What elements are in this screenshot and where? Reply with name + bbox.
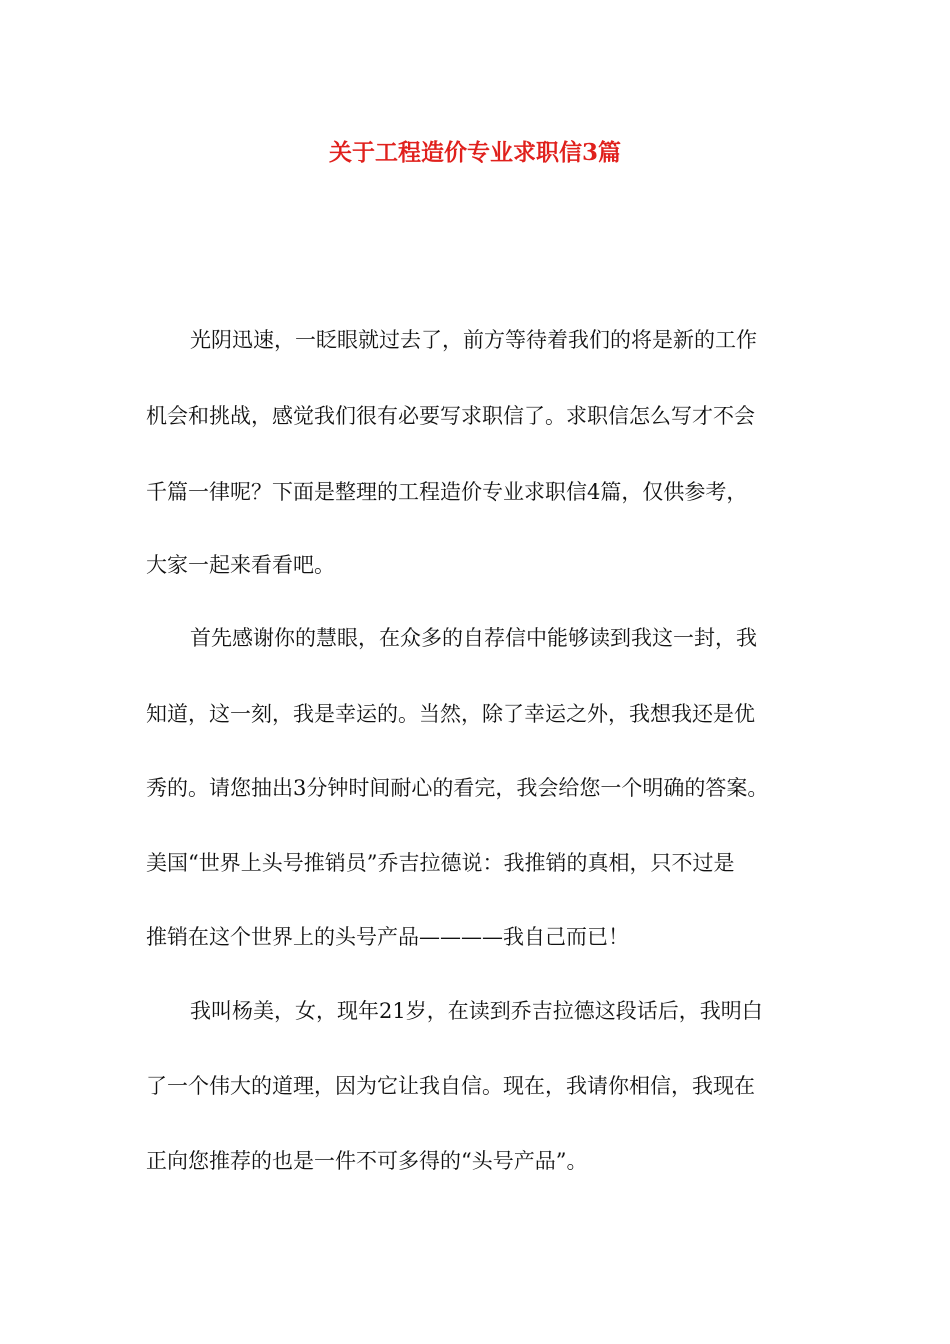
paragraph-2-line-3: 秀的。请您抽出3分钟时间耐心的看完，我会给您一个明确的答案。 — [146, 776, 769, 800]
paragraph-2-line-5: 推销在这个世界上的头号产品————我自己而已！ — [146, 925, 629, 949]
paragraph-3-line-2: 了一个伟大的道理，因为它让我自信。现在，我请你相信，我现在 — [146, 1074, 755, 1098]
document-title: 关于工程造价专业求职信3篇 — [328, 139, 621, 166]
paragraph-1-line-1: 光阴迅速，一眨眼就过去了，前方等待着我们的将是新的工作 — [190, 328, 757, 352]
paragraph-2-line-2: 知道，这一刻，我是幸运的。当然，除了幸运之外，我想我还是优 — [146, 702, 755, 726]
paragraph-1-line-2: 机会和挑战，感觉我们很有必要写求职信了。求职信怎么写才不会 — [146, 404, 755, 428]
paragraph-2-line-4: 美国“世界上头号推销员”乔吉拉德说：我推销的真相，只不过是 — [146, 851, 735, 875]
paragraph-1-line-4: 大家一起来看看吧。 — [146, 553, 335, 577]
paragraph-3-line-1: 我叫杨美，女，现年21岁，在读到乔吉拉德这段话后，我明白 — [190, 999, 763, 1023]
paragraph-3-line-3: 正向您推荐的也是一件不可多得的“头号产品”。 — [146, 1149, 588, 1173]
paragraph-1-line-3: 千篇一律呢？下面是整理的工程造价专业求职信4篇，仅供参考， — [146, 480, 748, 504]
paragraph-2-line-1: 首先感谢你的慧眼，在众多的自荐信中能够读到我这一封，我 — [190, 626, 757, 650]
